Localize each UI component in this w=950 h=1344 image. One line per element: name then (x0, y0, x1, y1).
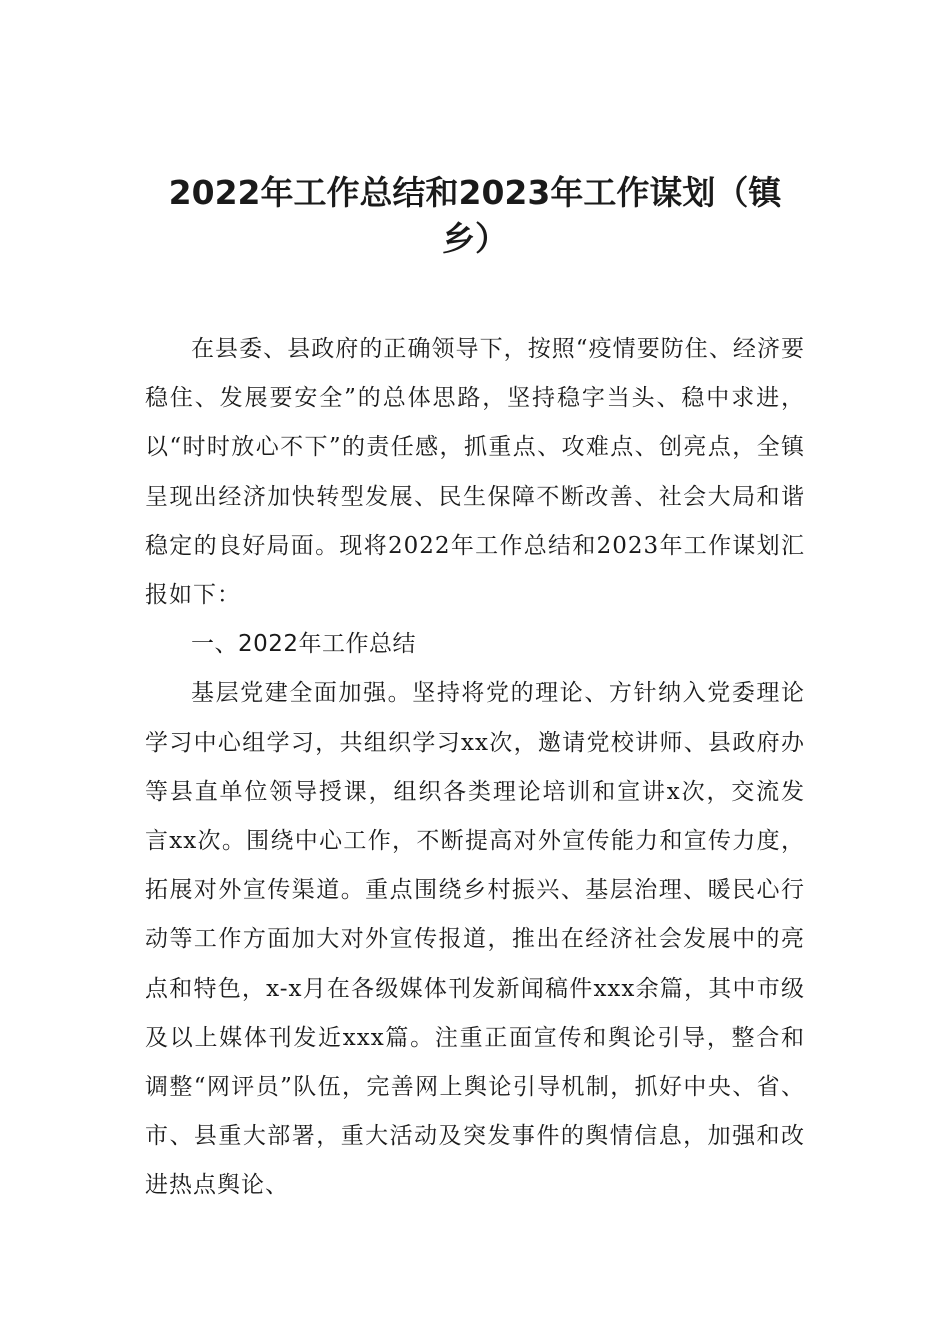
section-heading: 一、2022年工作总结 (191, 631, 417, 658)
intro-paragraph: 在县委、县政府的正确领导下，按照“疫情要防住、经济要稳住、发展要安全”的总体思路，坚持稳字当头、稳中求进，以“时时放心不下”的责任感，抓重点、攻难点、创亮点，全镇呈现出经济加快转型发展、民生保障不断改善、社会大局和谐稳定的良好局面。现将2022年工作总结和2023年工作谋划汇报如下： (145, 336, 805, 609)
document-title: 2022年工作总结和2023年工作谋划（镇乡） (168, 173, 782, 258)
section-paragraph: 基层党建全面加强。坚持将党的理论、方针纳入党委理论学习中心组学习，共组织学习xx次，邀请党校讲师、县政府办等县直单位领导授课，组织各类理论培训和宣讲x次，交流发言xx次。围绕中心工作，不断提高对外宣传能力和宣传力度，拓展对外宣传渠道。重点围绕乡村振兴、基层治理、暖民心行动等工作方面加大对外宣传报道，推出在经济社会发展中的亮点和特色，x-x月在各级媒体刊发新闻稿件xxx余篇，其中市级及以上媒体刊发近xxx篇。注重正面宣传和舆论引导，整合和调整“网评员”队伍，完善网上舆论引导机制，抓好中央、省、市、县重大部署，重大活动及突发事件的舆情信息，加强和改进热点舆论、 (145, 680, 805, 1199)
document-body (145, 325, 805, 1211)
